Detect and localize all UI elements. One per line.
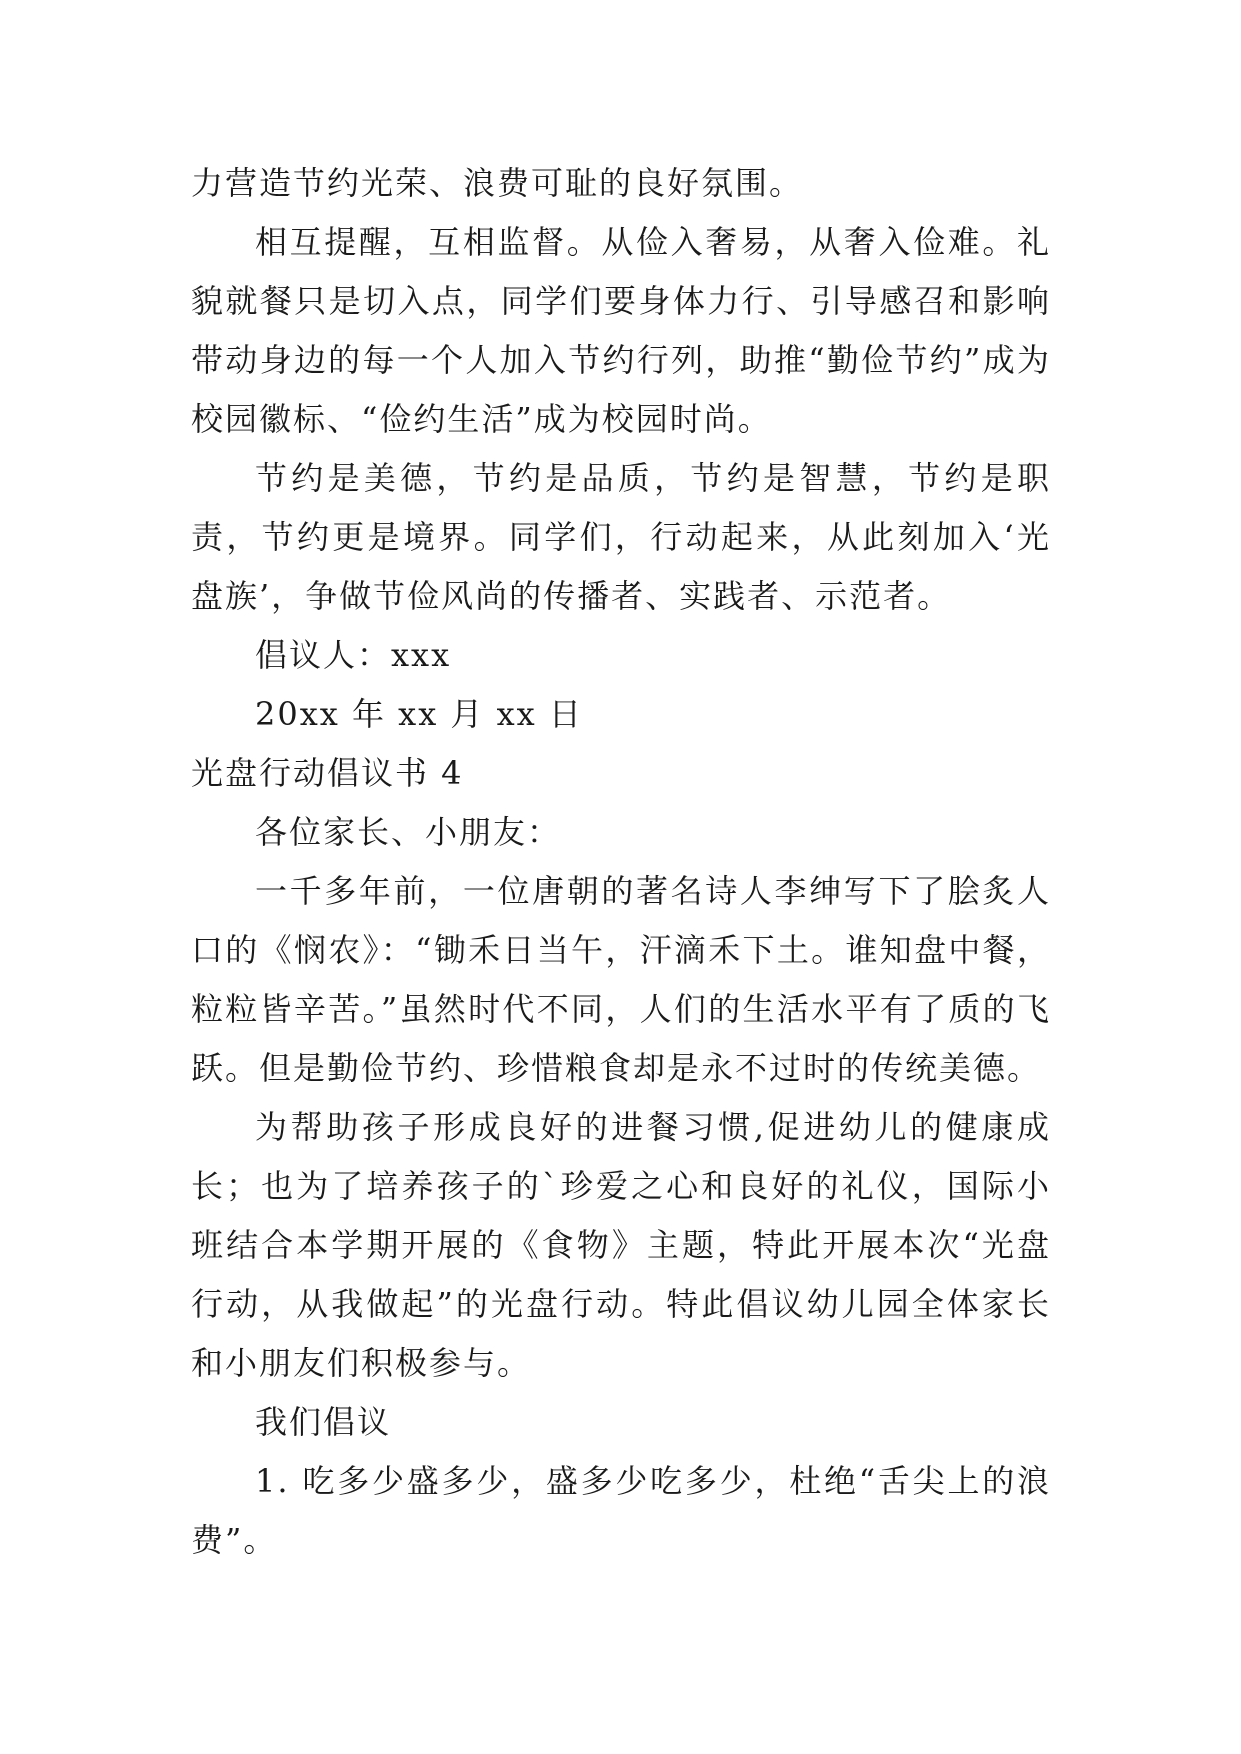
signature-line: 倡议人：xxx <box>255 636 452 674</box>
paragraph: 节约是美德，节约是品质，节约是智慧，节约是职责，节约更是境界。同学们，行动起来，从此刻加入‘光盘族’，争做节俭风尚的传播者、实践者、示范者。 <box>191 459 1051 615</box>
salutation: 各位家长、小朋友： <box>255 813 562 851</box>
subheading: 我们倡议 <box>255 1403 392 1441</box>
paragraph: 为帮助孩子形成良好的进餐习惯,促进幼儿的健康成长；也为了培养孩子的`珍爱之心和良好的礼仪，国际小班结合本学期开展的《食物》主题，特此开展本次“光盘行动，从我做起”的光盘行动。特此倡议幼儿园全体家长和小朋友们积极参与。 <box>191 1108 1051 1382</box>
paragraph: 相互提醒，互相监督。从俭入奢易，从奢入俭难。礼貌就餐只是切入点，同学们要身体力行、引导感召和影响带动身边的每一个人加入节约行列，助推“勤俭节约”成为校园徽标、“俭约生活”成为校园时尚。 <box>191 223 1051 438</box>
paragraph: 一千多年前，一位唐朝的著名诗人李绅写下了脍炙人口的《悯农》：“锄禾日当午，汗滴禾下土。谁知盘中餐，粒粒皆辛苦。”虽然时代不同，人们的生活水平有了质的飞跃。但是勤俭节约、珍惜粮食却是永不过时的传统美德。 <box>191 872 1051 1087</box>
list-item: 1. 吃多少盛多少，盛多少吃多少，杜绝“舌尖上的浪费”。 <box>191 1462 1051 1559</box>
date-line: 20xx 年 xx 月 xx 日 <box>255 695 583 733</box>
paragraph: 力营造节约光荣、浪费可耻的良好氛围。 <box>191 164 804 202</box>
document-body <box>191 154 1051 1570</box>
section-title: 光盘行动倡议书 4 <box>191 754 464 792</box>
